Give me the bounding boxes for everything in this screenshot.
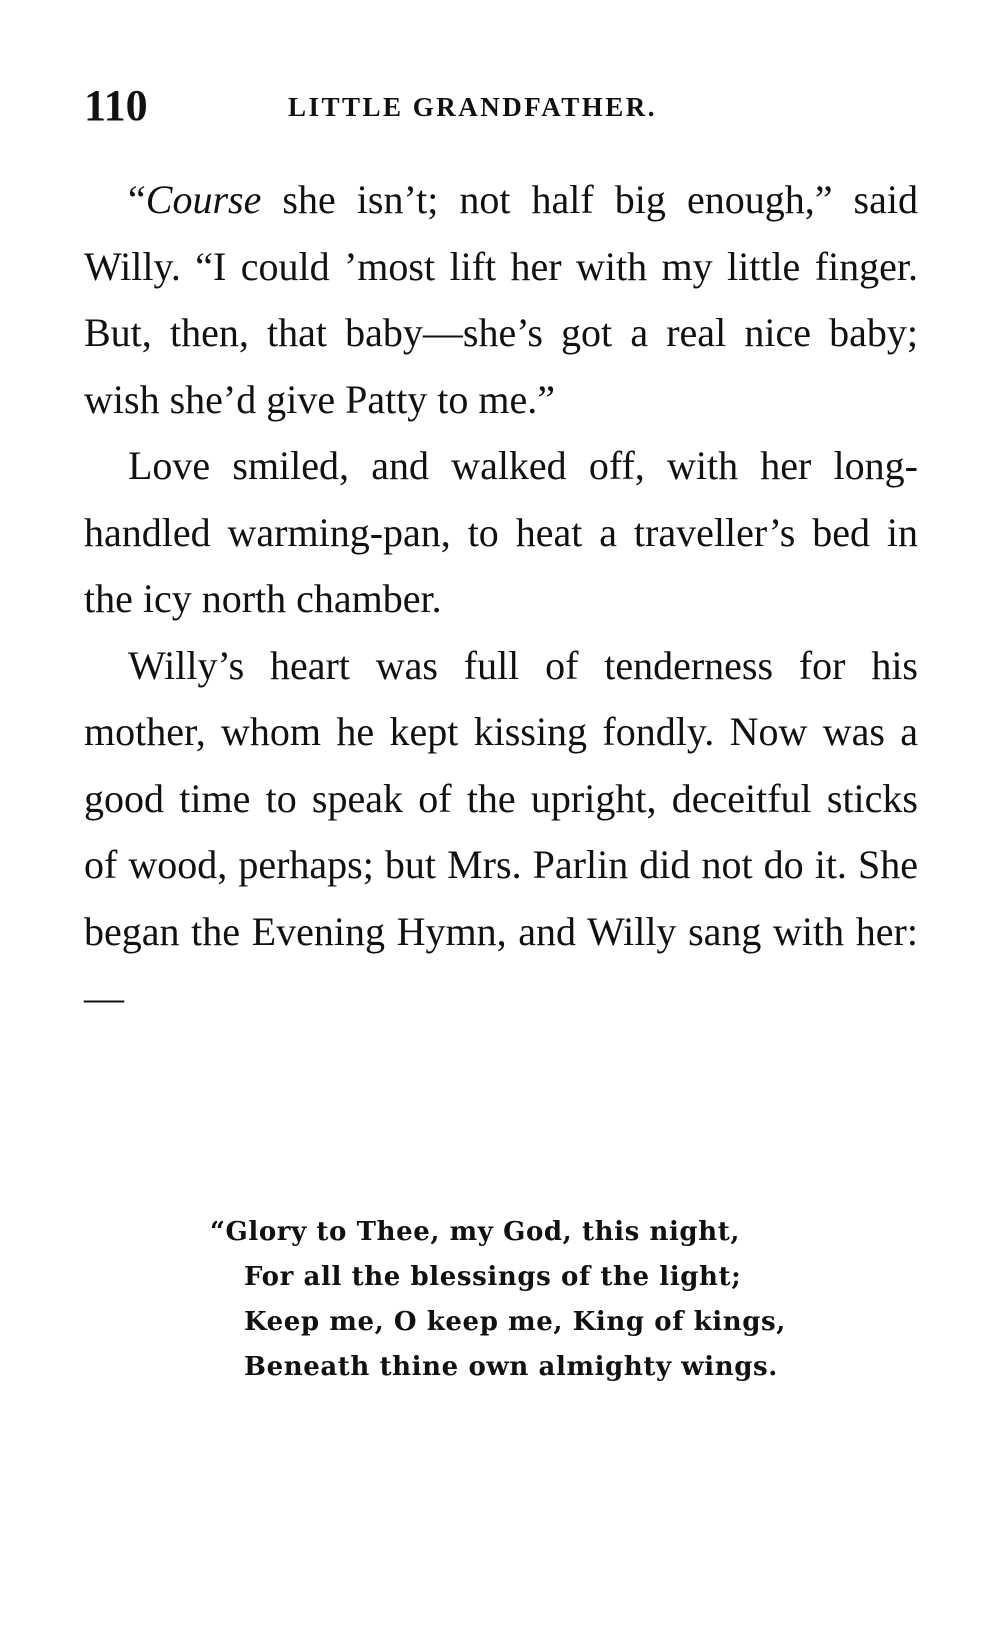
italic-word: Course <box>145 177 262 222</box>
paragraph-3: Willy’s heart was full of tenderness for his mother, whom he kept kissing fondly. Now was a good time to speak of the upright, deceitful sticks of wood, perhaps; but Mrs. Parlin did not do it. She began the Evening Hymn, and Willy sang with her:— <box>84 642 918 1020</box>
hymn-verse <box>210 1210 786 1390</box>
open-quote: “ <box>128 177 146 222</box>
hymn-line: For all the blessings of the light; <box>244 1262 742 1292</box>
body-text <box>84 167 918 1032</box>
hymn-line: Beneath thine own almighty wings. <box>244 1352 778 1382</box>
running-title: LITTLE GRANDFATHER. <box>288 92 658 122</box>
paragraph-1 <box>84 167 918 433</box>
paragraph-1-text: she isn’t; not half big enough,” said Willy. “I could ’most lift her with my little finger. But, then, that baby—she’s got a real nice baby; wish she’d give Patty to me.” <box>84 177 918 422</box>
running-head <box>84 76 916 136</box>
hymn-line: “Glory to Thee, my God, this night, <box>210 1217 740 1247</box>
page-number: 110 <box>84 81 148 130</box>
hymn-line: Keep me, O keep me, King of kings, <box>244 1307 786 1337</box>
paragraph-2: Love smiled, and walked off, with her long-handled warming-pan, to heat a traveller’s bed in the icy north chamber. <box>84 443 918 621</box>
